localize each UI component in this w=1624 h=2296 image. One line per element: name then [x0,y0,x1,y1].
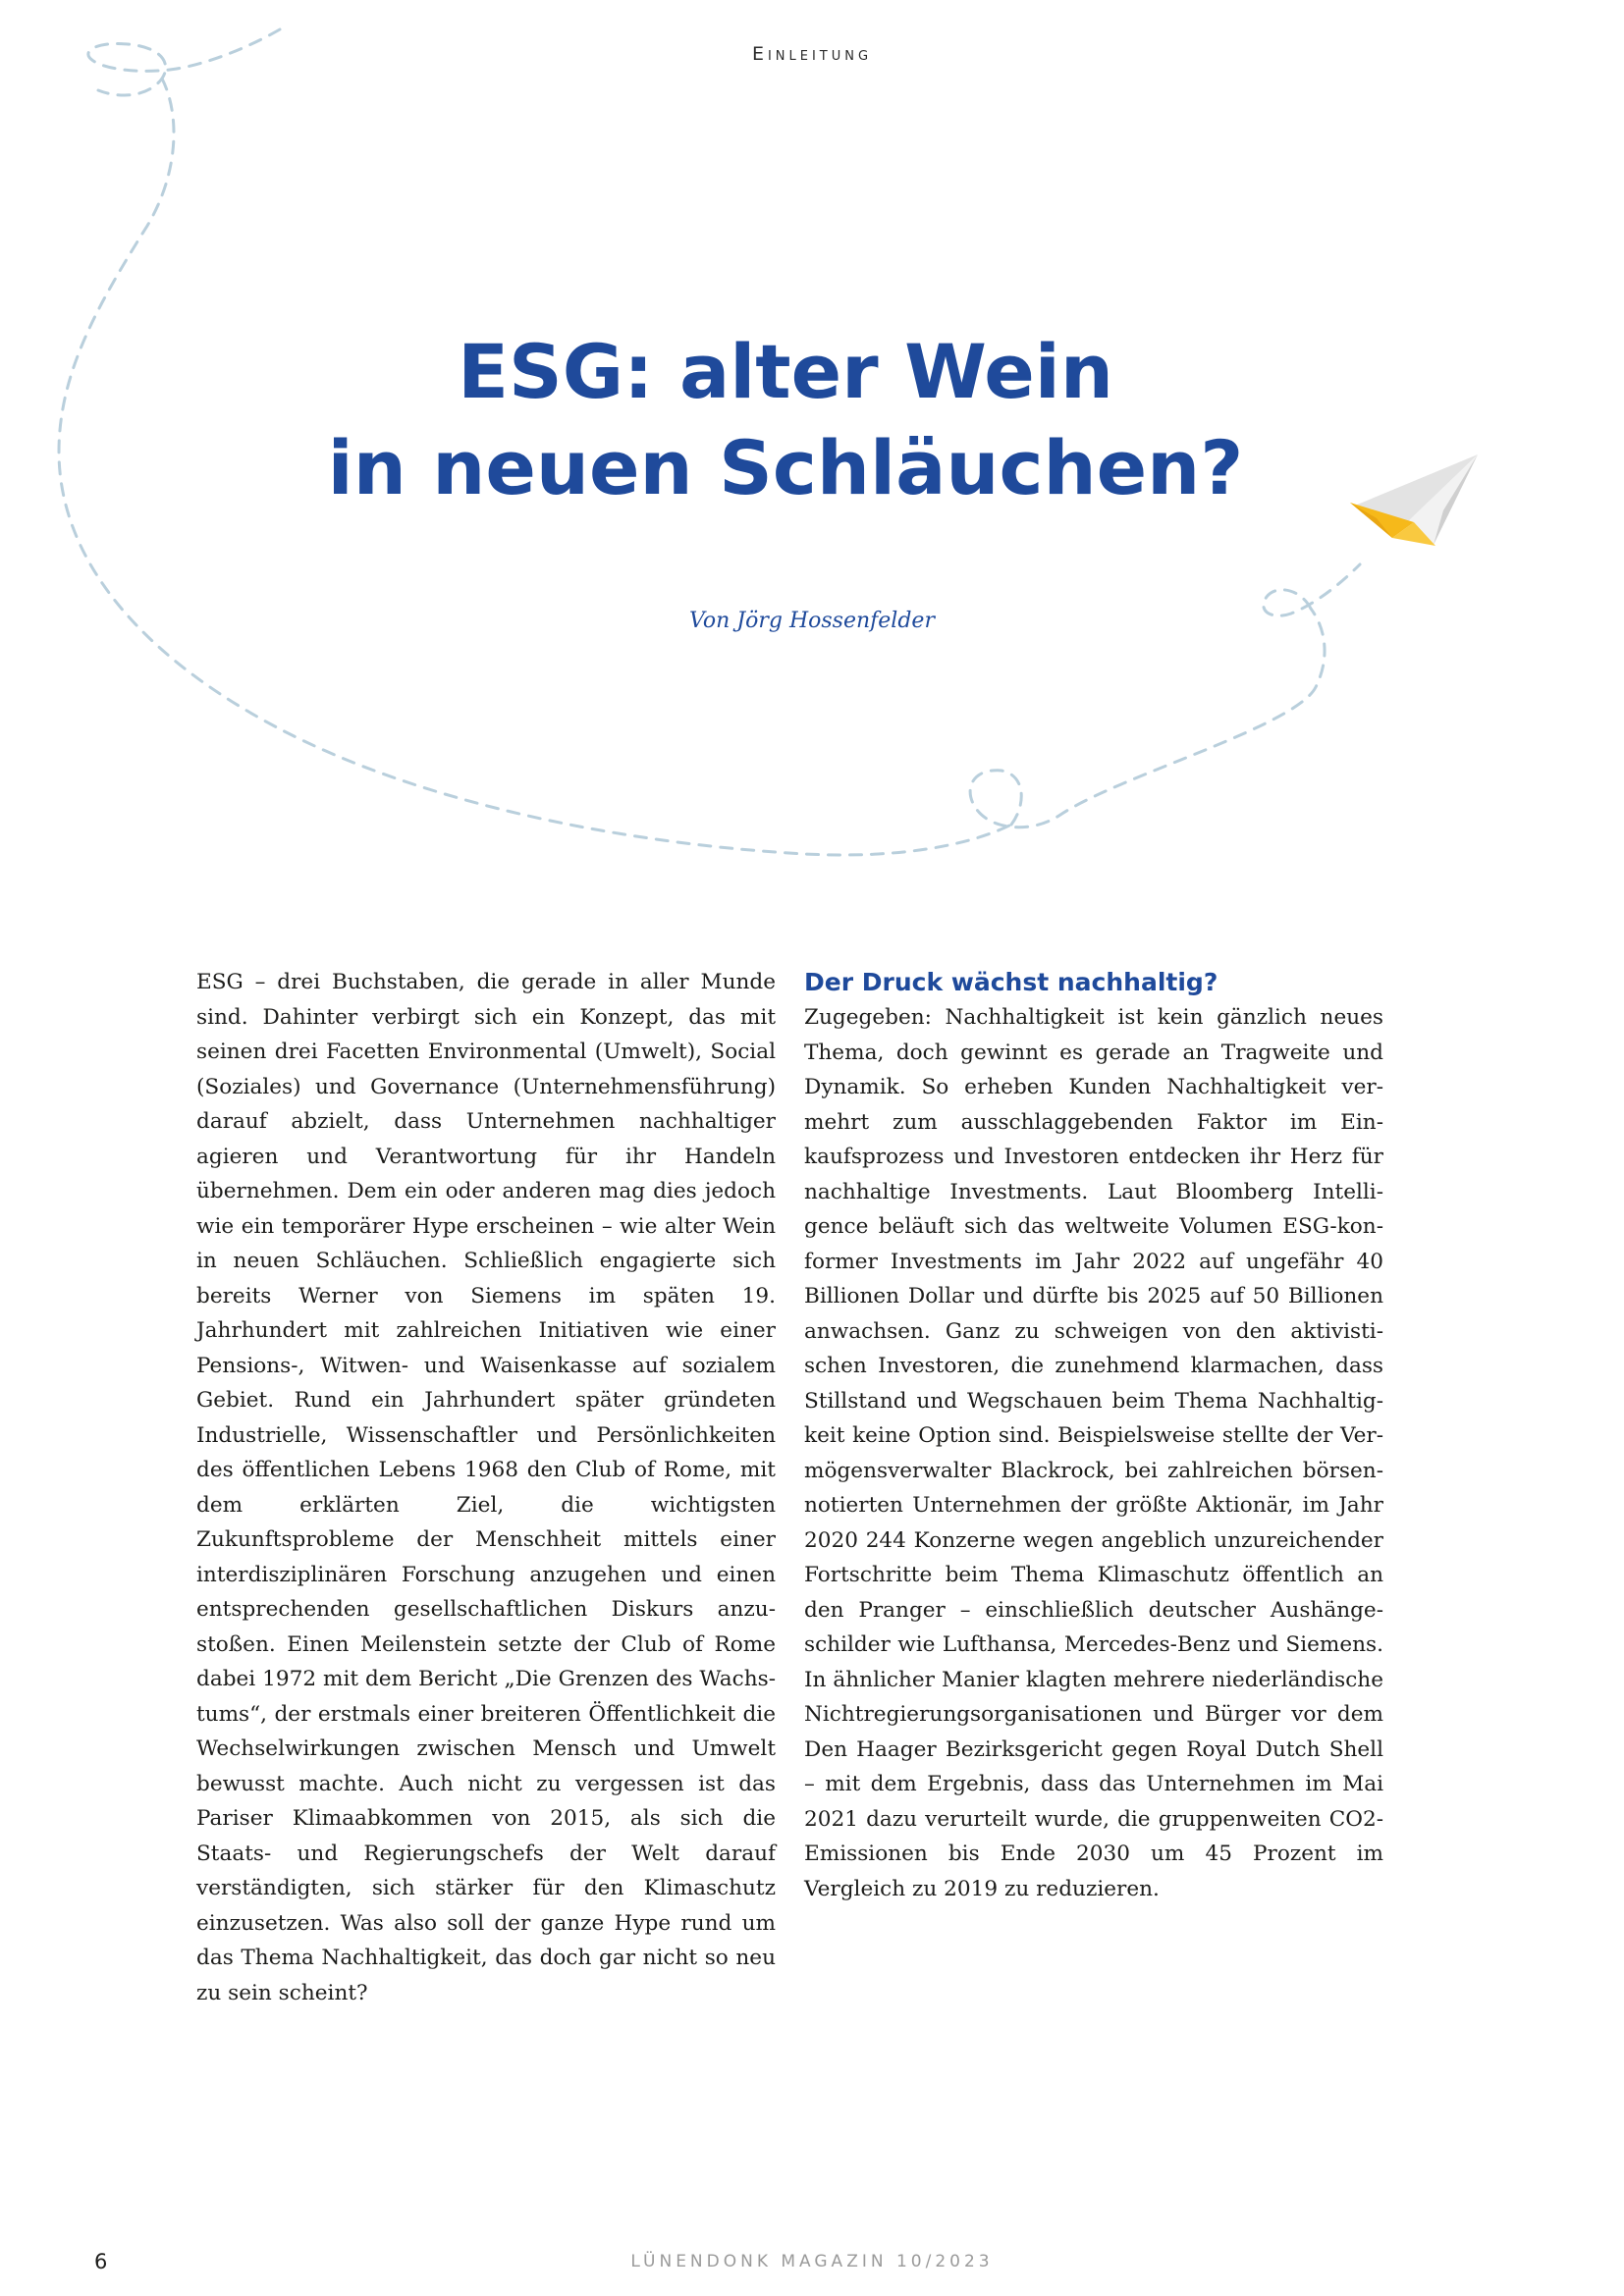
article-title [196,324,1375,516]
publication-footer: LÜNENDONK MAGAZIN 10/2023 [630,2252,994,2271]
right-column [804,965,1383,1906]
page-number: 6 [94,2250,108,2273]
right-column-paragraph: Zugegeben: Nachhaltigkeit ist kein gänzlich neues Thema, doch gewinnt es gerade an Tragweite und Dynamik. So erheben Kunden Nachhaltigkeit vermehrt zum ausschlaggebenden Faktor im Einkaufsprozess und Investoren entdecken ihr Herz für nachhaltige Investments. Laut Bloomberg Intelligence beläuft sich das weltweite Volumen ESG-konformer Investments im Jahr 2022 auf ungefähr 40 Billionen Dollar und dürfte bis 2025 auf 50 Billionen anwachsen. Ganz zu schweigen von den aktivistischen Investoren, die zunehmend klarmachen, dass Stillstand und Wegschauen beim Thema Nachhaltigkeit keine Option sind. Beispielsweise stellte der Vermögensverwalter Blackrock, bei zahlreichen börsennotierten Unternehmen der größte Aktionär, im Jahr 2020 244 Konzerne wegen angeblich unzureichender Fortschritte beim Thema Klimaschutz öffentlich an den Pranger – einschließlich deutscher Aushängeschilder wie Lufthansa, Mercedes-Benz und Siemens. In ähnlicher Manier klagten mehrere niederländische Nichtregierungsorganisationen und Bürger vor dem Den Haager Bezirksgericht gegen Royal Dutch Shell – mit dem Ergebnis, dass das Unternehmen im Mai 2021 dazu verurteilt wurde, die gruppenweiten CO2-Emissionen bis Ende 2030 um 45 Prozent im Vergleich zu 2019 zu reduzieren. [804,1005,1383,1901]
title-line-2: in neuen Schläuchen? [327,424,1244,511]
dashed-path-bottom-loop [970,609,1325,828]
section-subheading: Der Druck wächst nachhaltig? [804,968,1218,996]
author-byline: Von Jörg Hossenfelder [689,609,935,633]
section-label: Einleitung [751,43,873,65]
left-column-paragraph: ESG – drei Buchstaben, die gerade in aller Munde sind. Dahinter verbirgt sich ein Konzept, das mit seinen drei Facetten Environmental (Umwelt), Social (Soziales) und Governance (Unternehmensführung) darauf abzielt, dass Unternehmen nachhaltiger agieren und Verantwortung für ihr Handeln übernehmen. Dem ein oder anderen mag dies jedoch wie ein temporärer Hype erscheinen – wie alter Wein in neuen Schläuchen. Schließlich engagierte sich bereits Werner von Siemens im späten 19. Jahrhundert mit zahlreichen Initiativen wie einer Pensions-, Witwen- und Waisenkasse auf sozialem Gebiet. Rund ein Jahrhundert später gründeten Industrielle, Wissenschaftler und Persönlichkeiten des öffentlichen Lebens 1968 den Club of Rome, mit dem erklärten Ziel, die wichtigsten Zukunftsprobleme der Menschheit mittels einer interdisziplinären Forschung anzugehen und einen entsprechenden gesellschaftlichen Diskurs anzustoßen. Einen Meilenstein setzte der Club of Rome dabei 1972 mit dem Bericht „Die Grenzen des Wachstums“, der erstmals einer breiteren Öffentlichkeit die Wechselwirkungen zwischen Mensch und Umwelt bewusst machte. Auch nicht zu vergessen ist das Pariser Klimaabkommen von 2015, als sich die Staats- und Regierungschefs der Welt darauf verständigten, sich stärker für den Klimaschutz einzusetzen. Was also soll der ganze Hype rund um das Thema Nachhaltigkeit, das doch gar nicht so neu zu sein scheint? [196,970,776,2005]
title-line-1: ESG: alter Wein [458,328,1113,415]
dashed-path-top-left [88,29,280,95]
left-column [196,965,776,2010]
